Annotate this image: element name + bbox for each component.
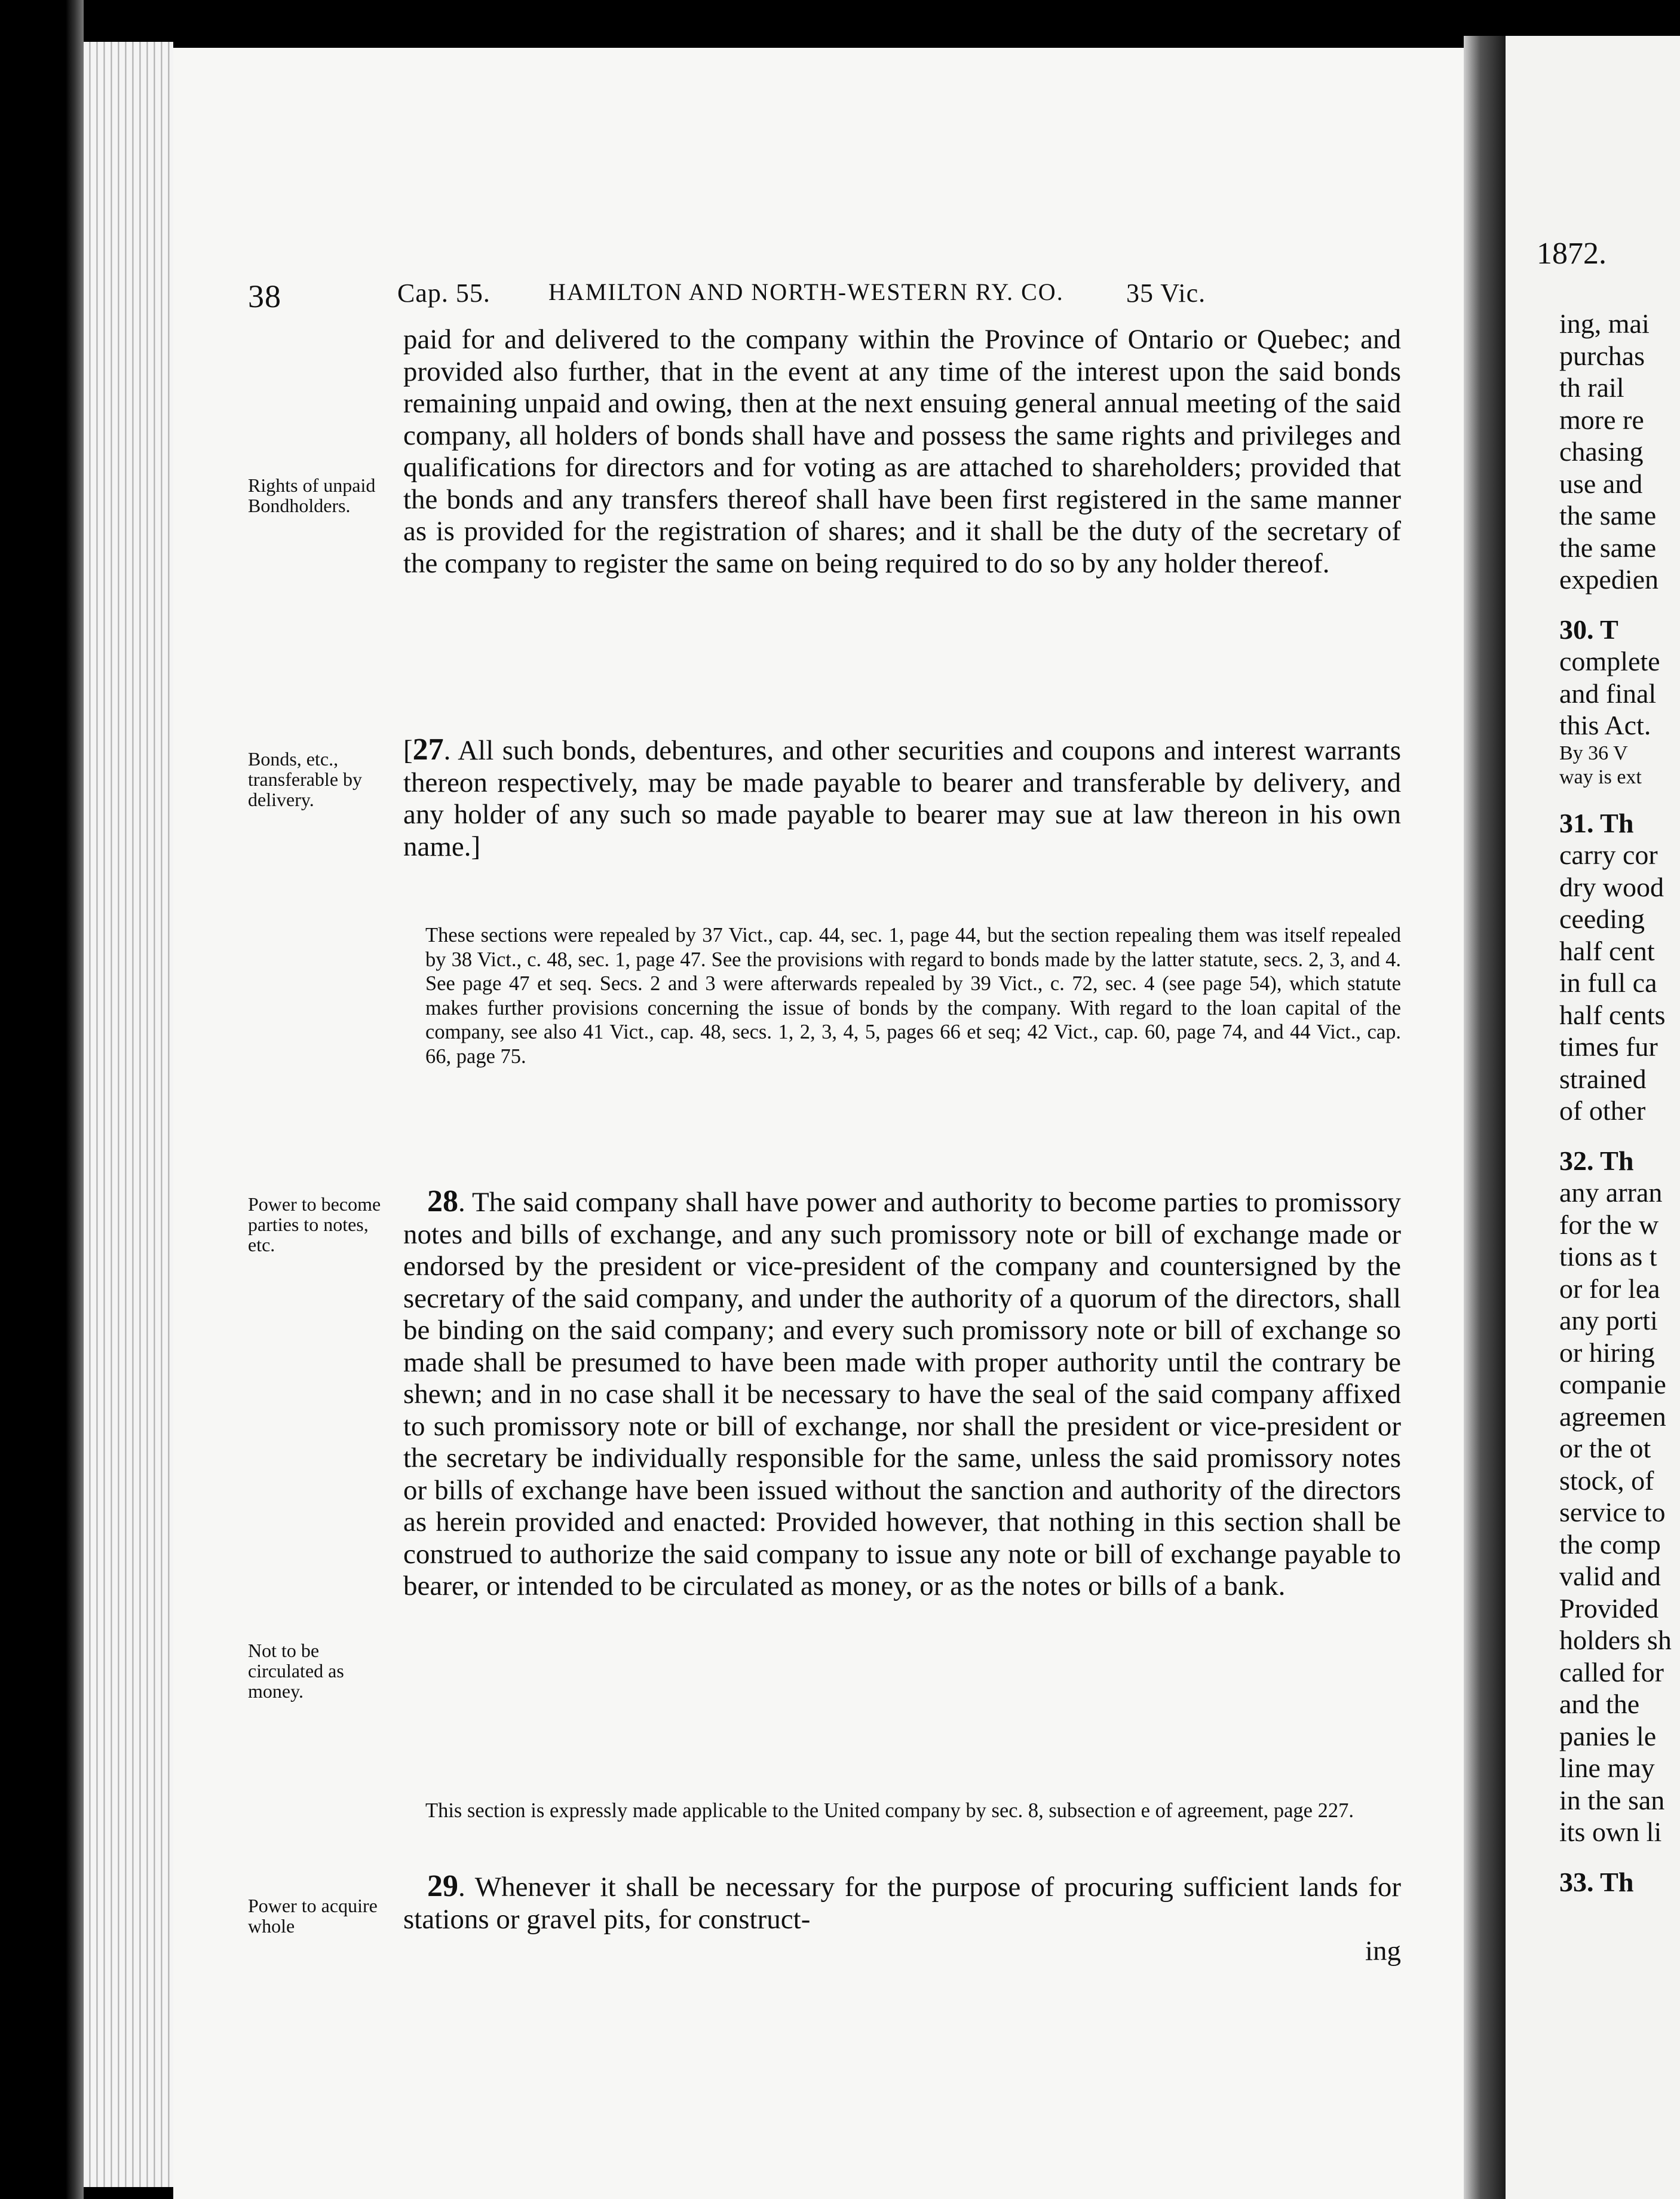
right-page-line: this Act.: [1559, 710, 1651, 740]
right-page-line: of other: [1559, 1095, 1646, 1126]
section-28: [403, 1186, 1401, 1603]
right-page-line: expedien: [1559, 564, 1659, 595]
right-page-line: any porti: [1559, 1305, 1658, 1336]
right-page-line: times fur: [1559, 1031, 1658, 1062]
right-page-line: By 36 V: [1559, 742, 1628, 764]
line-gap: [1559, 1848, 1680, 1866]
right-page-line: tions as t: [1559, 1241, 1657, 1272]
section-27-text: [403, 734, 1401, 863]
right-page-line: 33. Th: [1559, 1866, 1634, 1897]
section-text: . The said company shall have power and authority to become parties to promissory notes and bills of exchange, and any such promissory note or bill of exchange made or endorsed by the president or vice-president of the company and countersigned by the secretary of the said company, and under the authority of a quorum of the directors, shall be binding on the said company; and every such promissory note or bill of exchange so made shall be presumed to have been made with proper authority until the contrary be shewn; and in no case shall it be necessary to have the seal of the said company affixed to such promissory note or bill of exchange, nor shall the president or vice-president or the secretary be individually responsible for the same, unless the said promissory notes or bills of exchange have been issued without the sanction and authority of the directors as herein provided and enacted: Provided however, that nothing in this section shall be construed to authorize the said company to issue any note or bill of exchange payable to bearer, or intended to be circulated as money, or as the notes or bills of a bank.: [403, 1187, 1401, 1601]
right-page-line: companie: [1559, 1369, 1666, 1399]
right-page-line: dry wood: [1559, 871, 1664, 902]
section-29: [403, 1870, 1401, 1968]
right-page-line: any arran: [1559, 1177, 1663, 1208]
right-page-line: use and: [1559, 468, 1643, 499]
page-number: 38: [248, 278, 281, 314]
right-page-line: called for: [1559, 1656, 1664, 1687]
right-page-line: agreemen: [1559, 1401, 1666, 1432]
line-gap: [1559, 1127, 1680, 1145]
right-page-line: way is ext: [1559, 765, 1642, 788]
editorial-note: These sections were repealed by 37 Vict., cap. 44, sec. 1, page 44, but the section repealing them was itself repealed by 38 Vict., c. 48, sec. 1, page 47. See the provisions with regard to bonds made by the latter statute, secs. 2, 3, and 4. See page 47 et seq. Secs. 2 and 3 were afterwards repealed by 39 Vict., c. 72, sec. 4 (see page 54), which statute makes further provisions concerning the issue of bonds by the company. With regard to the loan capital of the company, see also 41 Vict., cap. 48, secs. 1, 2, 3, 4, 5, pages 66 et seq; 42 Vict., cap. 60, page 74, and 44 Vict., cap. 66, page 75.: [425, 924, 1401, 1068]
margin-note: Power to acquire whole: [248, 1895, 378, 1937]
right-page-line: line may: [1559, 1753, 1655, 1783]
bracket-open: [: [403, 735, 413, 766]
right-page-line: complete: [1559, 646, 1660, 676]
right-page-line: purchas: [1559, 340, 1645, 371]
right-page-line: service to: [1559, 1497, 1666, 1527]
regnal-year: 35 Vic.: [1126, 278, 1206, 308]
chapter-label: Cap. 55.: [397, 278, 490, 308]
right-page-line: ing, mai: [1559, 308, 1650, 339]
right-page-line: half cents: [1559, 999, 1666, 1030]
right-page-line: or the ot: [1559, 1433, 1651, 1463]
margin-note: Not to be circulated as money.: [248, 1640, 344, 1702]
section-text: . Whenever it shall be necessary for the purpose of procuring sufficient lands for stations or gravel pits, for construct-: [403, 1872, 1401, 1935]
book-gutter: [1464, 36, 1506, 2199]
margin-note: Power to become parties to notes, etc.: [248, 1193, 381, 1255]
line-gap: [1559, 596, 1680, 614]
right-page-line: more re: [1559, 404, 1644, 435]
right-page-line: stock, of: [1559, 1465, 1654, 1496]
right-page-text: [1559, 308, 1680, 1898]
right-page-line: the comp: [1559, 1529, 1661, 1560]
right-page-line: half cent: [1559, 935, 1655, 966]
right-page-line: 31. Th: [1559, 807, 1634, 838]
margin-note: Bonds, etc., transferable by delivery.: [248, 748, 363, 810]
right-page-line: holders sh: [1559, 1625, 1672, 1655]
right-page-line: valid and: [1559, 1561, 1661, 1591]
right-page-line: 32. Th: [1559, 1145, 1634, 1176]
right-page-line: 30. T: [1559, 614, 1618, 645]
right-page-line: ceeding: [1559, 904, 1645, 934]
right-page-line: carry cor: [1559, 840, 1658, 870]
right-page-line: in full ca: [1559, 967, 1657, 998]
right-page-line: and final: [1559, 678, 1657, 709]
section-number: 29: [427, 1869, 458, 1903]
section-number: 28: [427, 1184, 458, 1218]
section-29-text: [403, 1870, 1401, 1935]
right-page-line: in the san: [1559, 1784, 1665, 1815]
right-page-line: for the w: [1559, 1209, 1659, 1240]
right-page-line: the same: [1559, 532, 1657, 563]
right-page: [1506, 36, 1680, 2199]
right-page-line: panies le: [1559, 1720, 1657, 1751]
right-page-line: strained: [1559, 1063, 1647, 1094]
right-page-line: the same: [1559, 500, 1657, 531]
catchword: ing: [1365, 1935, 1401, 1967]
paragraph: [403, 324, 1401, 580]
right-page-line: its own li: [1559, 1817, 1662, 1847]
running-title: HAMILTON AND NORTH-WESTERN RY. CO.: [548, 278, 1064, 305]
section-28-text: [403, 1186, 1401, 1603]
line-gap: [1559, 789, 1680, 807]
section-27: [403, 734, 1401, 863]
right-page-line: or hiring: [1559, 1337, 1655, 1368]
paragraph-text: paid for and delivered to the company within the Province of Ontario or Quebec; and provided also further, that in the event at any time of the interest upon the said bonds remaining unpaid and owing, then at the next ensuing general annual meeting of the said company, all holders of bonds shall have and possess the same rights and privileges and qualifications for directors and for voting as are attached to shareholders; provided that the bonds and any transfers thereof shall have been first registered in the same manner as is provided for the registration of shares; and it shall be the duty of the secretary of the company to register the same on being required to do so by any holder thereof.: [403, 324, 1401, 579]
right-page-line: Provided: [1559, 1592, 1659, 1624]
right-page-line: chasing: [1559, 436, 1644, 467]
section-number: 27: [412, 733, 444, 767]
editorial-note: This section is expressly made applicable to the United company by sec. 8, subsection e of agreement, page 227.: [425, 1799, 1354, 1822]
margin-note: Rights of unpaid Bondholders.: [248, 474, 376, 516]
right-page-line: and the: [1559, 1689, 1640, 1719]
right-page-year: 1872.: [1537, 237, 1607, 271]
right-page-line: or for lea: [1559, 1273, 1660, 1304]
right-page-line: th rail: [1559, 372, 1624, 403]
section-text: . All such bonds, debentures, and other securities and coupons and interest warrants thereon respectively, may be made payable to bearer and transferable by delivery, and any holder of any such so made payable to bearer may sue at law thereon in his own name.]: [403, 735, 1401, 862]
left-page: [173, 48, 1464, 2199]
